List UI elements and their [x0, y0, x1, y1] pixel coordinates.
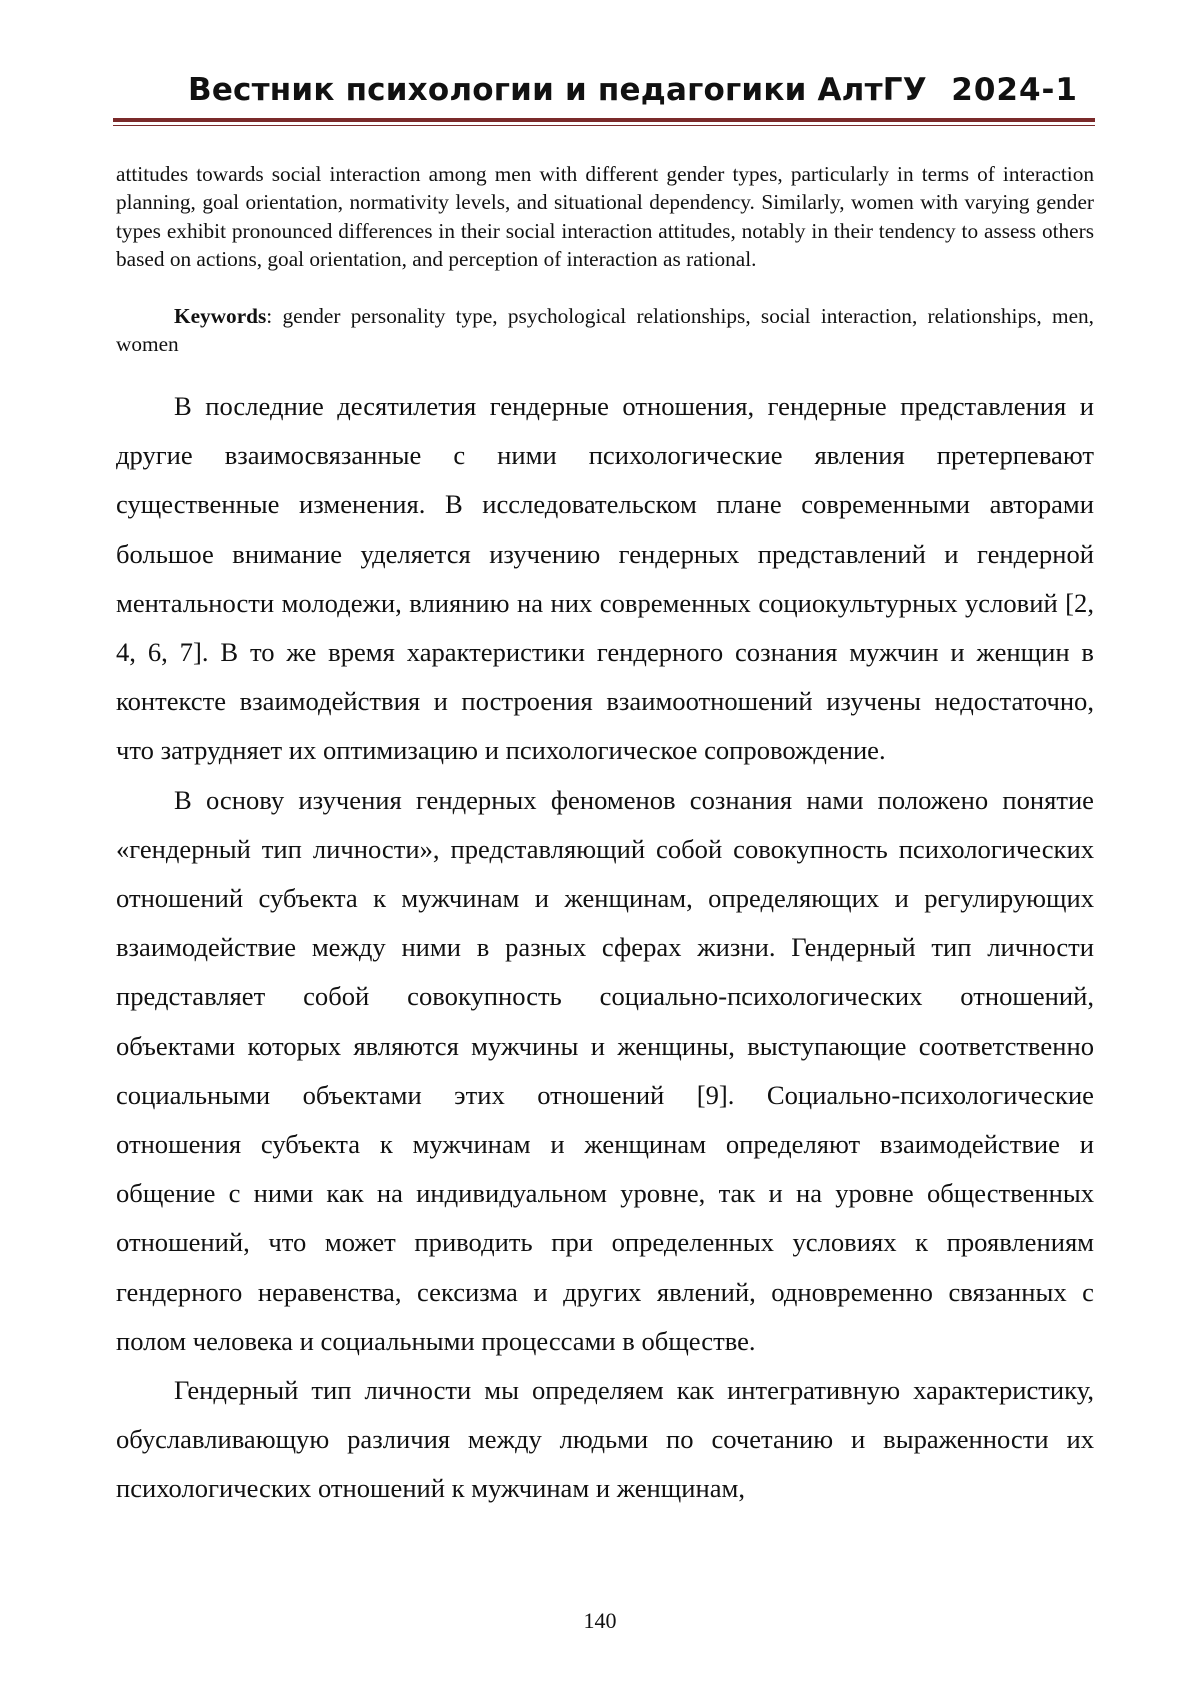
abstract-text: attitudes towards social interaction among men with different gender types, particularly in terms of interaction planning, goal orientation, normativity levels, and situational dependency. Similarly, women with varying gender types exhibit pronounced differences in their social interaction attitudes, notably in their tendency to assess others based on actions, goal orientation, and perception of interaction as rational. — [116, 160, 1094, 274]
keywords-label: Keywords — [174, 304, 266, 328]
header-rule-thick — [113, 118, 1095, 122]
article-body — [116, 382, 1094, 1514]
issue-year: 2024-1 — [951, 72, 1078, 108]
running-header — [116, 72, 1094, 118]
keywords-list: : gender personality type, psychological relationships, social interaction, relationships, men, women — [116, 304, 1094, 356]
keywords — [116, 302, 1094, 359]
body-paragraph-3: Гендерный тип личности мы определяем как интегративную характеристику, обуславливающую различия между людьми по сочетанию и выраженности их психологических отношений к мужчинам и женщинам, — [116, 1366, 1094, 1514]
journal-title: Вестник психологии и педагогики АлтГУ — [188, 72, 927, 108]
body-paragraph-2: В основу изучения гендерных феноменов сознания нами положено понятие «гендерный тип личности», представляющий собой совокупность психологических отношений субъекта к мужчинам и женщинам, определяющих и регулирующих взаимодействие между ними в разных сферах жизни. Гендерный тип личности представляет собой совокупность социально-психологических отношений, объектами которых являются мужчины и женщины, выступающие соответственно социальными объектами этих отношений [9]. Социально-психологические отношения субъекта к мужчинам и женщинам определяют взаимодействие и общение с ними как на индивидуальном уровне, так и на уровне общественных отношений, что может приводить при определенных условиях к проявлениям гендерного неравенства, сексизма и других явлений, одновременно связанных с полом человека и социальными процессами в обществе. — [116, 776, 1094, 1366]
header-rule-thin — [113, 125, 1095, 126]
body-paragraph-1: В последние десятилетия гендерные отношения, гендерные представления и другие взаимосвязанные с ними психологические явления претерпевают существенные изменения. В исследовательском плане современными авторами большое внимание уделяется изучению гендерных представлений и гендерной ментальности молодежи, влиянию на них современных социокультурных условий [2, 4, 6, 7]. В то же время характеристики гендерного сознания мужчин и женщин в контексте взаимодействия и построения взаимоотношений изучены недостаточно, что затрудняет их оптимизацию и психологическое сопровождение. — [116, 382, 1094, 776]
page-number: 140 — [0, 1608, 1200, 1634]
